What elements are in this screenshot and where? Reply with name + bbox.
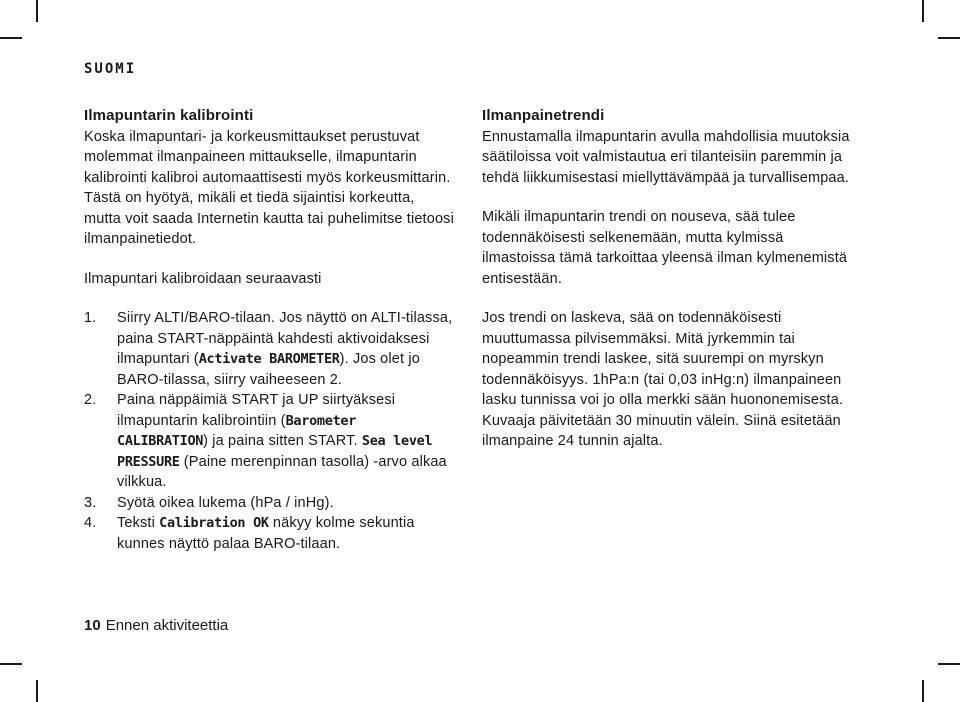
step-item — [84, 308, 454, 390]
footer-title: Ennen aktiviteettia — [105, 617, 229, 634]
step-text: Paina näppäimiä START ja UP siirtyäksesi ilmapuntarin kalibrointiin ( — [117, 392, 396, 429]
display-text: Activate BAROMETER — [198, 351, 340, 367]
display-text: Sea level PRESSURE — [117, 433, 433, 470]
crop-mark-top-left — [36, 0, 38, 22]
step-number: 2. — [84, 392, 97, 408]
step-text: Siirry ALTI/BARO-tilaan. Jos näyttö on ALTI-tilassa, paina START-näppäintä kahdesti aktivoidaksesi ilmapuntari ( — [117, 310, 453, 367]
paragraph: Mikäli ilmapuntarin trendi on nouseva, sää tulee todennäköisesti selkenemään, mutta kylmissä ilmastoissa tämä tarkoittaa yleensä ilman kylmenemistä entisestään. — [482, 209, 848, 287]
steps-lead: Ilmapuntari kalibroidaan seuraavasti — [84, 270, 322, 287]
step-number: 1. — [84, 310, 97, 326]
section-label: SUOMI — [84, 61, 137, 77]
paragraph: Jos trendi on laskeva, sää on todennäköisesti muuttumassa pilvisemmäksi. Mitä jyrkemmin tai nopeammin trendi laskee, sitä suurempi on myrskyn todennäköisyys. 1hPa:n (tai 0,03 inHg:n) ilmanpaineen lasku tunnissa voi jo olla merkki sään huononemisesta. Kuvaaja päivitetään 30 minuutin välein. Siinä esitetään ilmanpaine 24 tunnin ajalta. — [482, 310, 844, 449]
crop-mark-top-right — [922, 0, 924, 22]
section-heading: Ilmapuntarin kalibrointi — [84, 107, 254, 124]
step-number: 3. — [84, 494, 97, 511]
crop-mark-bottom-left-h — [0, 663, 22, 665]
crop-mark-top-left-h — [0, 37, 22, 39]
display-text: Calibration OK — [159, 515, 269, 531]
display-text: Barometer CALIBRATION — [117, 412, 357, 449]
paragraph: Ennustamalla ilmapuntarin avulla mahdollisia muutoksia säätiloissa voit valmistautua eri tilanteisiin paremmin ja tehdä liikkumisestasi miellyttävämpää ja turvallisempaa. — [482, 128, 850, 186]
step-text: Syötä oikea lukema (hPa / inHg). — [117, 494, 334, 511]
step-text: ) ja paina sitten START. — [203, 433, 362, 449]
step-text: Teksti — [117, 515, 160, 531]
crop-mark-bottom-right — [922, 680, 924, 702]
crop-mark-bottom-left — [36, 680, 38, 702]
crop-mark-bottom-right-h — [938, 663, 960, 665]
page-footer — [84, 617, 228, 634]
step-text: näkyy kolme sekuntia kunnes näyttö palaa BARO-tilaan. — [117, 515, 415, 552]
step-text: (Paine merenpinnan tasolla) -arvo alkaa vilkkua. — [117, 453, 447, 490]
right-column — [482, 106, 852, 452]
page-number: 10 — [84, 617, 101, 634]
section-heading: Ilmanpainetrendi — [482, 107, 605, 124]
step-text: ). Jos olet jo BARO-tilassa, siirry vaiheeseen 2. — [117, 351, 420, 388]
intro-paragraph: Koska ilmapuntari- ja korkeusmittaukset perustuvat molemmat ilmanpaineen mittaukselle, ilmapuntarin kalibrointi kalibroi automaattisesti myös korkeusmittarin. Tästä on hyötyä, mikäli et tiedä sijaintisi korkeutta, mutta voit saada Internetin kautta tai puhelimitse tietoosi ilmanpainetiedot. — [84, 128, 454, 247]
left-column — [84, 106, 454, 554]
step-item — [84, 493, 454, 514]
step-item — [84, 513, 454, 554]
step-number: 4. — [84, 515, 97, 531]
step-item — [84, 390, 454, 493]
crop-mark-top-right-h — [938, 37, 960, 39]
calibration-steps — [84, 308, 454, 554]
